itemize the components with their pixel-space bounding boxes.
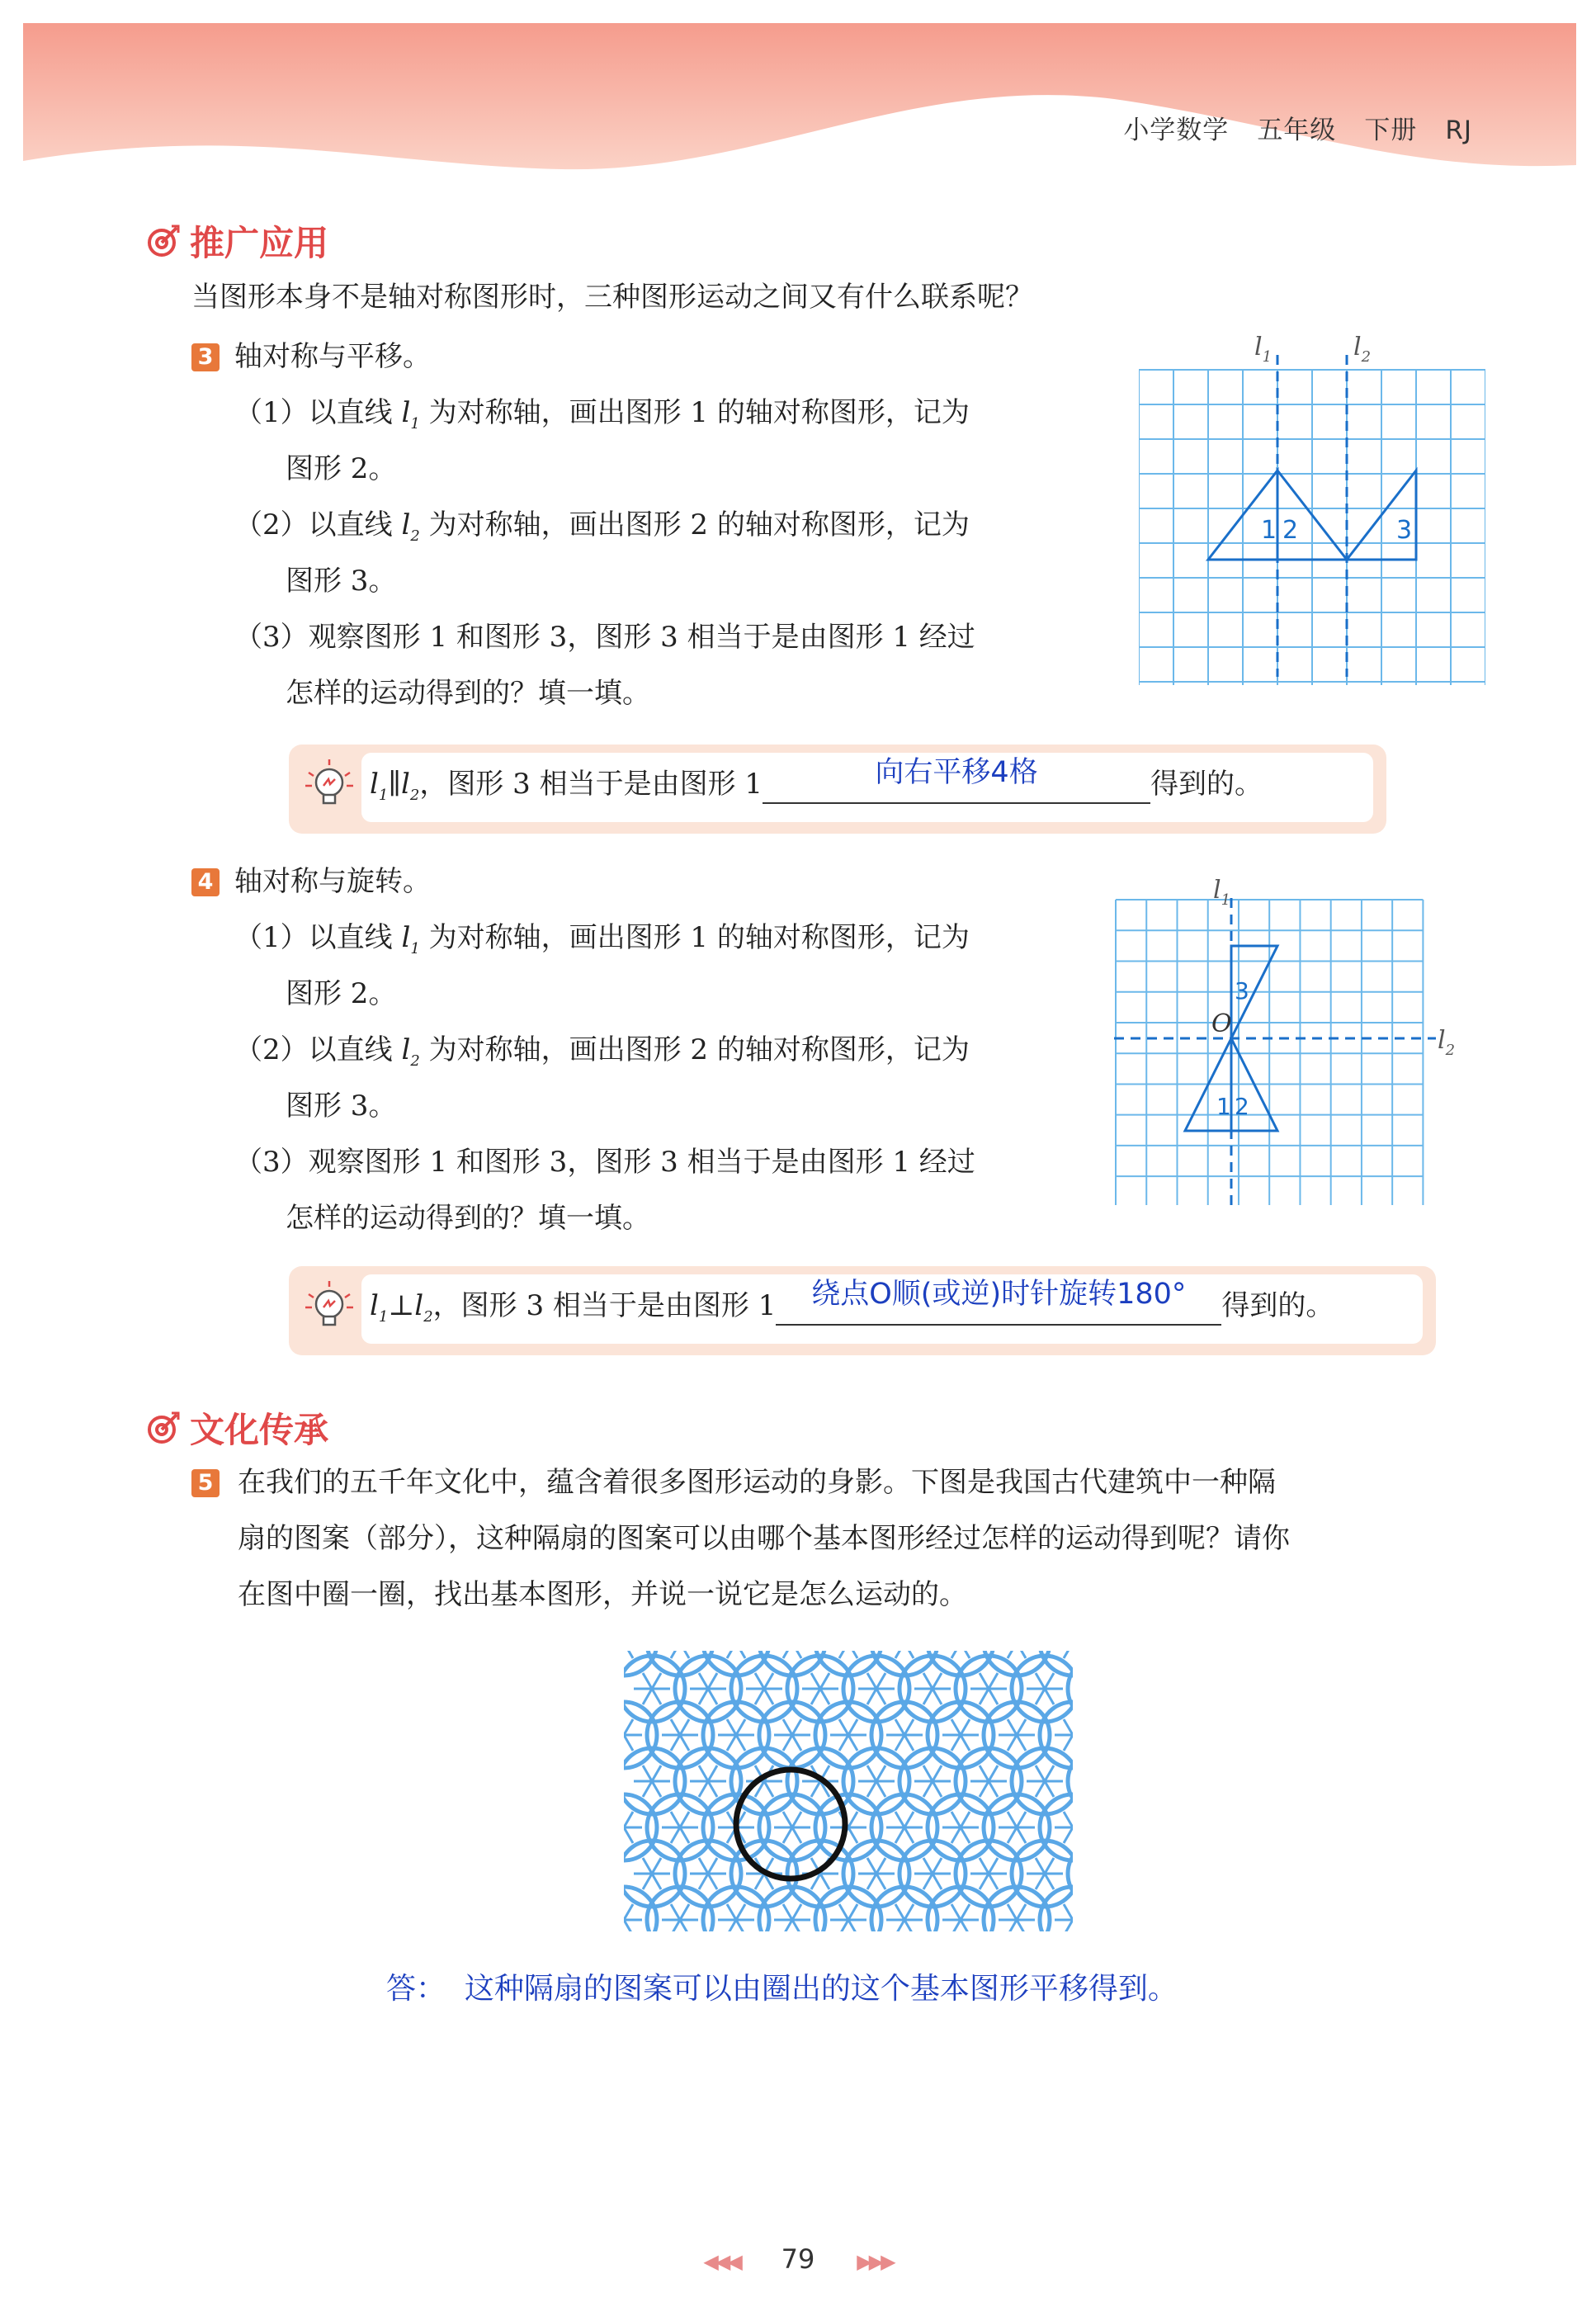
next-arrows-icon: ▶▶▶	[857, 2250, 893, 2273]
section-title-culture	[145, 1403, 328, 1453]
header-volume: 下册	[1364, 116, 1418, 145]
q3-title: 轴对称与平移。	[234, 340, 431, 373]
q3-part1-line1: （1）以直线 $l_1$ 为对称轴，画出图形 1 的轴对称图形，记为	[234, 396, 970, 433]
section-intro: 当图形本身不是轴对称图形时，三种图形运动之间又有什么联系呢？	[191, 281, 1033, 314]
q3-label-1: 1	[1261, 516, 1277, 545]
footer	[0, 2243, 1596, 2275]
q4-point-o: O	[1211, 1009, 1232, 1038]
q3-hint-inner	[361, 753, 1373, 822]
lightbulb-icon	[300, 756, 358, 814]
header-meta	[1095, 109, 1472, 146]
q5-answer-line	[386, 1971, 1178, 2007]
q4-part3-line2: 怎样的运动得到的？填一填。	[286, 1202, 650, 1235]
q5-answer: 这种隔扇的图案可以由圈出的这个基本图形平移得到。	[464, 1972, 1178, 2006]
q3-axis-l2-label: $l_2$	[1353, 333, 1372, 366]
q4-answer-blank[interactable]	[776, 1278, 1221, 1326]
q4-part1-line2: 图形 2。	[286, 977, 397, 1010]
q3-part3-line1: （3）观察图形 1 和图形 3，图形 3 相当于是由图形 1 经过	[234, 621, 975, 654]
q3-grid-figure	[1139, 330, 1485, 685]
target-icon	[145, 223, 182, 259]
q4-hint-box	[289, 1266, 1436, 1355]
header-edition: RJ	[1445, 116, 1472, 145]
q4-label-2: 2	[1235, 1093, 1249, 1120]
q4-grid-figure	[1106, 875, 1469, 1205]
q4-part1-line1: （1）以直线 $l_1$ 为对称轴，画出图形 1 的轴对称图形，记为	[234, 921, 970, 957]
q4-hint-text: $l_1\perp l_2$，图形 3 相当于是由图形 1 绕点O顺(或逆)时针旋转180° 得到的。	[370, 1278, 1334, 1326]
lattice-pattern-image	[624, 1651, 1073, 1931]
q5-line1: 在我们的五千年文化中，蕴含着很多图形运动的身影。下图是我国古代建筑中一种隔	[238, 1466, 1276, 1499]
q4-axis-l1-label: $l_1$	[1213, 876, 1231, 909]
header-subject: 小学数学	[1123, 116, 1230, 145]
q3-hint-box	[289, 745, 1386, 834]
q3-part1-line2: 图形 2。	[286, 452, 397, 485]
section-title-extend	[145, 216, 328, 266]
target-icon	[145, 1410, 182, 1446]
header-grade: 五年级	[1257, 116, 1337, 145]
q4-label-3: 3	[1235, 977, 1249, 1005]
q4-part3-line1: （3）观察图形 1 和图形 3，图形 3 相当于是由图形 1 经过	[234, 1146, 975, 1179]
lightbulb-icon	[300, 1278, 358, 1335]
question-number-badge: 3	[191, 343, 220, 371]
q4-title: 轴对称与旋转。	[234, 865, 431, 898]
q3-axis-l1-label: $l_1$	[1254, 333, 1273, 366]
q5-answer-label: 答：	[386, 1972, 446, 2006]
q3-label-3: 3	[1396, 516, 1413, 545]
q4-hint-inner	[361, 1274, 1423, 1344]
q3-grid-lines	[1139, 370, 1485, 685]
question-number-badge: 4	[191, 868, 220, 896]
q4-part2-line1: （2）以直线 $l_2$ 为对称轴，画出图形 2 的轴对称图形，记为	[234, 1033, 970, 1070]
q3-part2-line2: 图形 3。	[286, 565, 397, 598]
page-number: 79	[781, 2243, 815, 2275]
q3-part2-line1: （2）以直线 $l_2$ 为对称轴，画出图形 2 的轴对称图形，记为	[234, 508, 970, 545]
q3-hint-text: $l_1\parallel l_2$，图形 3 相当于是由图形 1 向右平移4格 得到的。	[370, 756, 1263, 804]
header-band	[0, 0, 1596, 198]
question-number-badge: 5	[191, 1469, 220, 1497]
q5-line2: 扇的图案（部分），这种隔扇的图案可以由哪个基本图形经过怎样的运动得到呢？请你	[238, 1522, 1290, 1555]
section-title-extend-text: 推广应用	[190, 223, 329, 263]
prev-arrows-icon: ◀◀◀	[703, 2250, 739, 2273]
q4-label-1: 1	[1216, 1093, 1231, 1120]
q4-axis-l2-label: $l_2$	[1438, 1026, 1456, 1059]
q4-answer: 绕点O顺(或逆)时针旋转180°	[811, 1278, 1187, 1311]
q3-answer: 向右平移4格	[875, 756, 1038, 789]
q4-part2-line2: 图形 3。	[286, 1090, 397, 1123]
section-title-culture-text: 文化传承	[190, 1410, 329, 1450]
q3-label-2: 2	[1282, 516, 1299, 545]
q3-part3-line2: 怎样的运动得到的？填一填。	[286, 677, 650, 710]
q3-answer-blank[interactable]	[763, 756, 1150, 804]
q5-line3: 在图中圈一圈，找出基本图形，并说一说它是怎么运动的。	[238, 1578, 967, 1611]
